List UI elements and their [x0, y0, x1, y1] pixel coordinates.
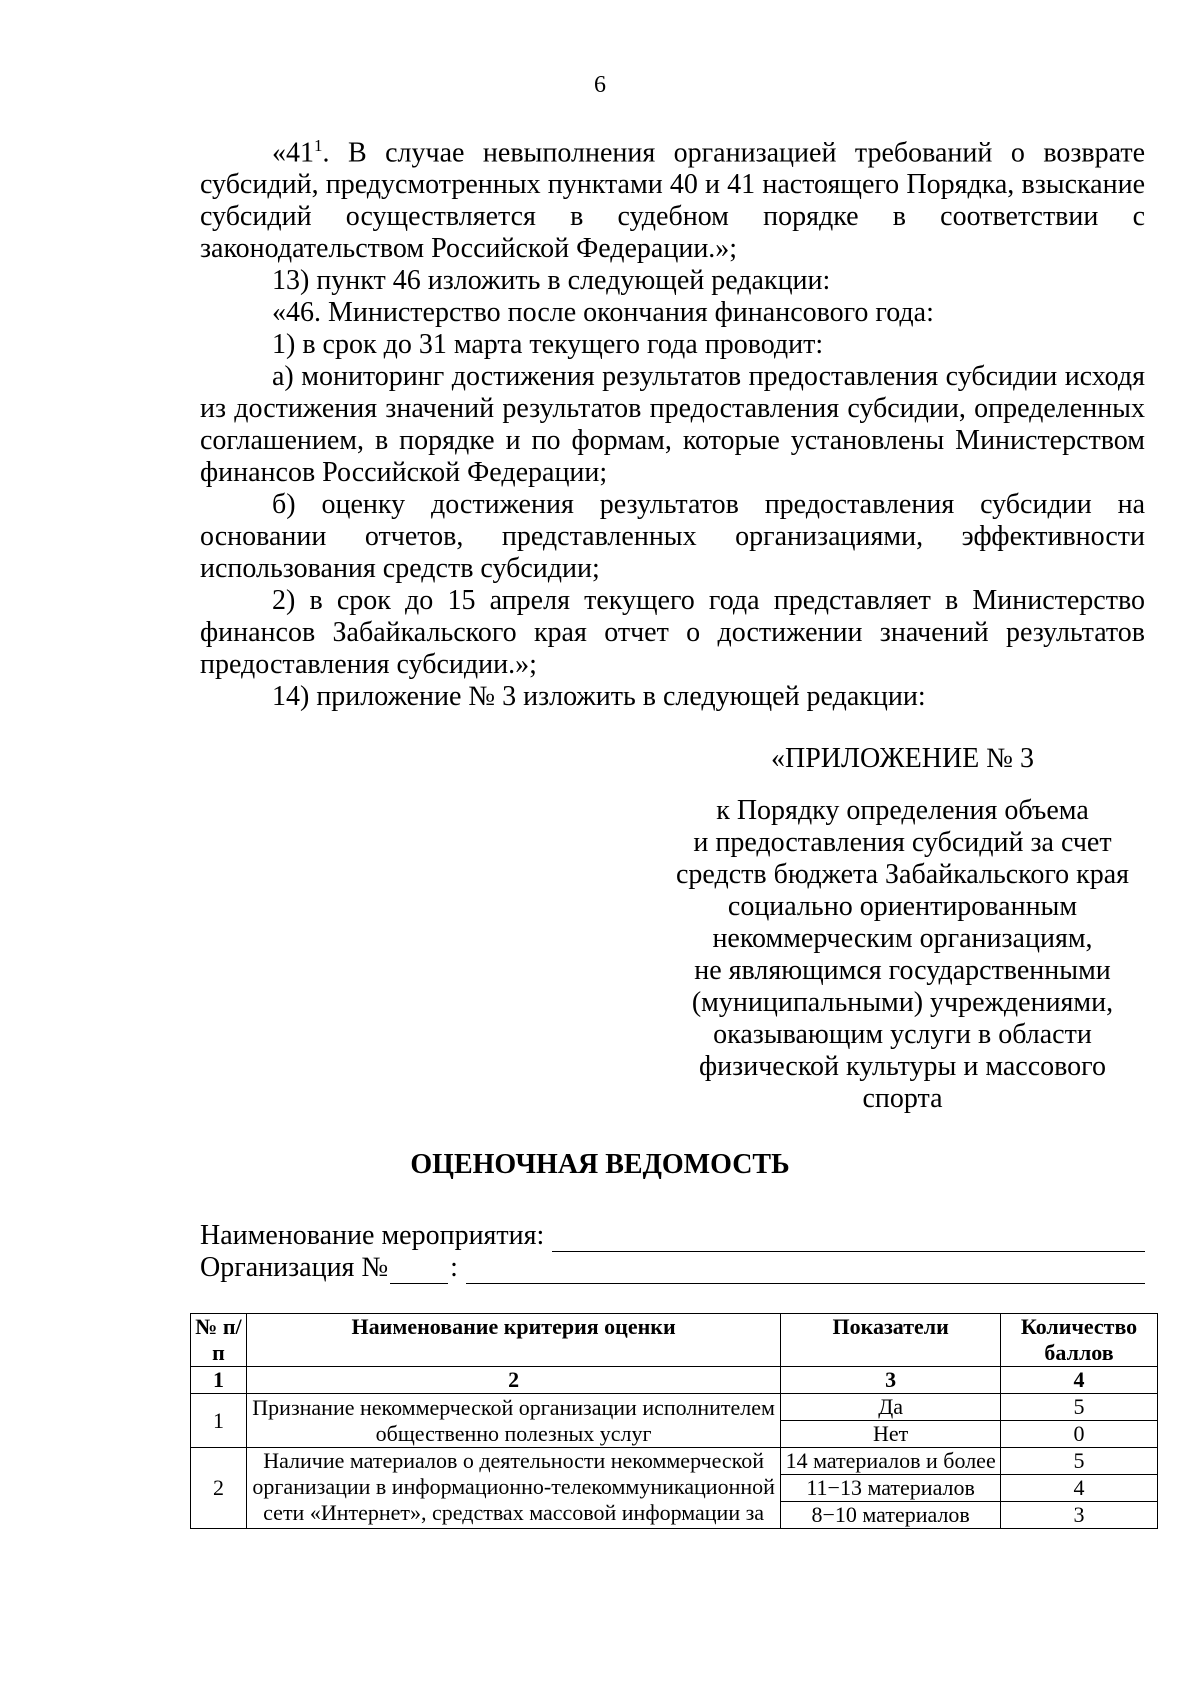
header-indicators: Показатели	[781, 1314, 1001, 1367]
appendix-block	[640, 743, 1165, 1115]
row-number: 2	[191, 1448, 247, 1529]
column-number: 3	[781, 1367, 1001, 1394]
organization-row	[200, 1252, 1145, 1284]
event-name-label: Наименование мероприятия:	[200, 1220, 545, 1251]
paragraph-46-1-b: б) оценку достижения результатов предоставления субсидии на основании отчетов, представленных организациями, эффективности использования средств субсидии;	[200, 489, 1145, 585]
appendix-line: оказывающим услуги в области	[713, 1019, 1092, 1050]
appendix-line: (муниципальными) учреждениями,	[691, 987, 1114, 1018]
event-name-blank	[552, 1227, 1145, 1252]
column-number: 1	[191, 1367, 247, 1394]
points-cell: 5	[1001, 1394, 1158, 1421]
paragraph-14: 14) приложение № 3 изложить в следующей редакции:	[272, 681, 926, 713]
paragraph-46: «46. Министерство после окончания финансового года:	[272, 297, 934, 329]
indicator-cell: Нет	[781, 1421, 1001, 1448]
appendix-line: физической культуры и массового	[699, 1051, 1106, 1082]
points-cell: 3	[1001, 1502, 1158, 1529]
criterion-name: Наличие материалов о деятельности некоммерческой организации в информационно-телекоммуникационной сети «Интернет», средствах массовой информации за	[246, 1448, 780, 1529]
appendix-line: спорта	[862, 1083, 943, 1114]
event-name-row	[200, 1220, 1145, 1252]
paragraph-41-1	[200, 130, 1145, 265]
paragraph-46-1-a: а) мониторинг достижения результатов предоставления субсидии исходя из достижения значений результатов предоставления субсидии, определенных соглашением, в порядке и по формам, которые установлены Министерством финансов Российской Федерации;	[200, 361, 1145, 489]
table-header-row	[191, 1314, 1158, 1367]
organization-number-blank	[390, 1259, 448, 1284]
indicator-cell: 14 материалов и более	[781, 1448, 1001, 1475]
organization-name-blank	[466, 1259, 1145, 1284]
appendix-heading: «ПРИЛОЖЕНИЕ № 3	[771, 743, 1034, 774]
appendix-line: некоммерческим организациям,	[712, 923, 1093, 954]
appendix-lines	[640, 795, 1165, 1115]
indicator-cell: Да	[781, 1394, 1001, 1421]
paragraph-13: 13) пункт 46 изложить в следующей редакции:	[272, 265, 831, 297]
criteria-table	[190, 1313, 1158, 1529]
points-cell: 5	[1001, 1448, 1158, 1475]
points-cell: 0	[1001, 1421, 1158, 1448]
organization-colon: :	[450, 1252, 458, 1283]
column-number-row	[191, 1367, 1158, 1394]
page-number: 6	[594, 72, 606, 98]
row-number: 1	[191, 1394, 247, 1448]
document-title: ОЦЕНОЧНАЯ ВЕДОМОСТЬ	[410, 1149, 790, 1180]
clause-number: «41	[272, 137, 314, 169]
clause-superscript: 1	[314, 136, 323, 155]
column-number: 4	[1001, 1367, 1158, 1394]
header-points: Количество баллов	[1001, 1314, 1158, 1367]
clause-text: . В случае невыполнения организацией требований о возврате субсидий, предусмотренных пунктами 40 и 41 настоящего Порядка, взыскание субсидий осуществляется в судебном порядке в соответствии с законодательством Российской Федерации.»;	[200, 137, 1145, 265]
points-cell: 4	[1001, 1475, 1158, 1502]
table-row	[191, 1448, 1158, 1475]
indicator-cell: 11−13 материалов	[781, 1475, 1001, 1502]
column-number: 2	[246, 1367, 780, 1394]
indicator-cell: 8−10 материалов	[781, 1502, 1001, 1529]
header-num: № п/п	[191, 1314, 247, 1367]
table-row	[191, 1394, 1158, 1421]
appendix-line: и предоставления субсидий за счет	[693, 827, 1112, 858]
appendix-line: социально ориентированным	[727, 891, 1078, 922]
appendix-line: средств бюджета Забайкальского края	[675, 859, 1130, 890]
appendix-line: не являющимся государственными	[694, 955, 1111, 986]
header-criterion: Наименование критерия оценки	[246, 1314, 780, 1367]
paragraph-46-2: 2) в срок до 15 апреля текущего года представляет в Министерство финансов Забайкальского края отчет о достижении значений результатов предоставления субсидии.»;	[200, 585, 1145, 681]
criterion-name: Признание некоммерческой организации исполнителем общественно полезных услуг	[246, 1394, 780, 1448]
organization-label: Организация №	[200, 1252, 389, 1283]
paragraph-46-1: 1) в срок до 31 марта текущего года проводит:	[272, 329, 824, 361]
body-text	[200, 130, 1145, 713]
appendix-line: к Порядку определения объема	[716, 795, 1089, 826]
